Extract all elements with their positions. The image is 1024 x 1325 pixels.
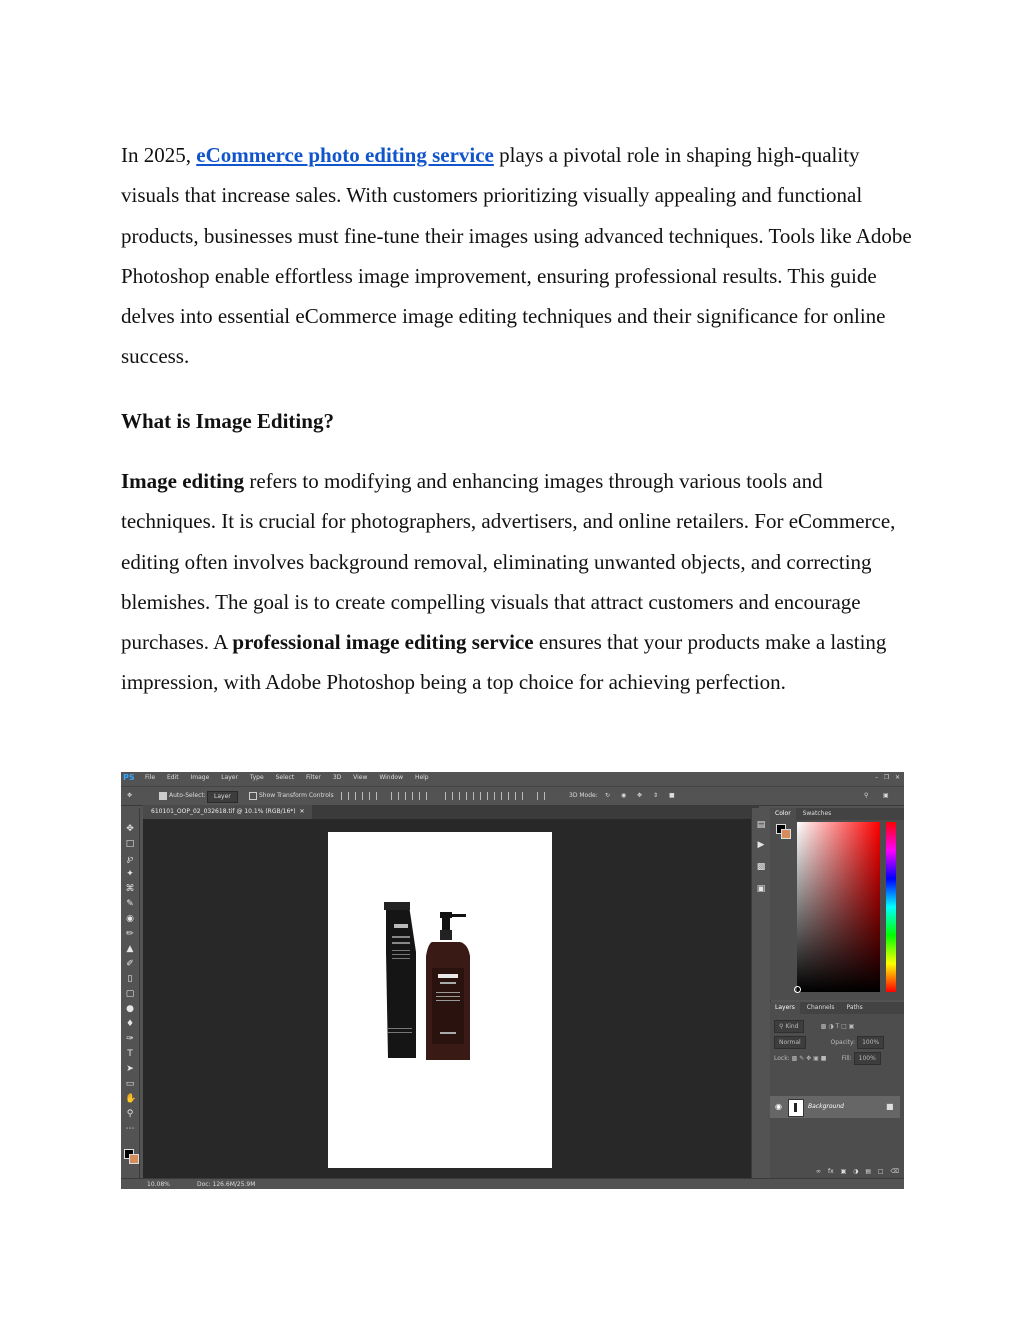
more-tools-icon[interactable]: ⋯ [125,1124,135,1134]
lasso-icon[interactable]: ℘ [126,854,134,864]
gradient-icon[interactable]: ▢ [125,989,135,999]
fill-field[interactable]: 100% [854,1052,881,1065]
eyedropper-icon[interactable]: ✎ [126,899,134,909]
filter-adjust-icon[interactable]: ◑ [828,1023,834,1030]
3d-slide-icon[interactable]: ⇕ [653,792,659,799]
filter-pixel-icon[interactable]: ▩ [820,1023,827,1030]
layer-select-value: Layer [207,791,238,803]
document-tab-bar [143,805,759,819]
3d-drag-icon[interactable]: ✥ [637,792,643,799]
move-icon[interactable]: ✥ [126,824,134,834]
color-swatches[interactable] [124,1149,138,1163]
adjustments-panel-icon[interactable]: ▩ [756,862,766,872]
filter-smart-icon[interactable]: ▣ [848,1023,855,1030]
color-picker-marker[interactable] [794,986,801,993]
distribute-left-icon[interactable] [487,792,495,800]
search-icon[interactable]: ⚲ [864,792,869,799]
ps-menu-bar [121,772,904,783]
auto-select-label: Auto-Select: [169,792,206,799]
window-controls [875,772,900,783]
tab-close-icon[interactable]: ✕ [299,808,305,815]
eye-icon[interactable]: ◉ [775,1102,782,1111]
color-panel-tabs [770,808,904,820]
align-bottom-icon[interactable] [369,792,377,800]
distribute-center-icon[interactable] [501,792,509,800]
magic-wand-icon[interactable]: ✦ [126,869,134,879]
distribute-right-icon[interactable] [515,792,523,800]
actions-panel-icon[interactable]: ▶ [757,840,765,850]
image-editing-term: Image editing [121,469,245,493]
tab-swatches[interactable]: Swatches [802,810,832,817]
workspace-icon[interactable]: ▣ [883,792,889,799]
clone-stamp-icon[interactable]: ▲ [126,944,134,954]
opacity-field[interactable]: 100% [857,1036,884,1049]
brush-icon[interactable]: ✏ [126,929,134,939]
color-picker-field[interactable] [797,822,880,992]
definition-paragraph [121,461,921,703]
distribute-bottom-icon[interactable] [473,792,481,800]
ps-options-bar [121,786,904,806]
layer-name: Background [808,1103,844,1110]
menu-image[interactable]: Image [190,774,210,781]
eraser-icon[interactable]: ▯ [127,974,133,984]
close-icon[interactable]: ✕ [894,774,900,781]
blur-icon[interactable]: ● [126,1004,134,1014]
background-color[interactable] [129,1154,139,1164]
layer-style-icon[interactable]: fx [827,1168,834,1175]
blend-mode-select[interactable]: Normal [774,1036,806,1049]
show-transform-label: Show Transform Controls [259,792,334,799]
menu-help[interactable]: Help [414,774,429,781]
layer-kind-value: Kind [785,1023,799,1030]
tab-color[interactable]: Color [770,808,796,820]
tab-paths[interactable]: Paths [846,1004,863,1011]
pen-icon[interactable]: ✑ [126,1034,134,1044]
intro-text-start: In 2025, [121,143,197,167]
link-layers-icon[interactable]: ∞ [816,1168,822,1175]
panel-icon-strip [751,808,771,1178]
history-panel-icon[interactable]: ▤ [756,820,766,830]
blend-mode-row [774,1036,900,1047]
auto-align-icon[interactable] [537,792,545,800]
menu-window[interactable]: Window [379,774,404,781]
menu-type[interactable]: Type [249,774,264,781]
layer-filter-row [774,1020,900,1031]
layers-bottom-bar [770,1166,904,1178]
layer-select-dropdown[interactable] [207,791,238,801]
auto-select-option[interactable] [159,791,206,801]
properties-panel-icon[interactable]: ▣ [756,884,766,894]
lock-row [774,1052,900,1063]
tab-channels[interactable]: Channels [806,1004,835,1011]
product-bottles-image [328,832,552,1168]
hue-slider[interactable] [886,822,896,992]
type-icon[interactable]: T [127,1049,133,1059]
layer-kind-select[interactable] [774,1020,804,1033]
ecommerce-photo-editing-link[interactable]: eCommerce photo editing service [196,143,494,167]
delete-layer-icon[interactable]: ⌫ [890,1168,899,1175]
shape-icon[interactable]: ▭ [125,1079,135,1089]
document-size: Doc: 126.6M/25.9M [197,1181,256,1188]
layer-thumbnail [788,1099,804,1117]
fill-label: Fill: [841,1055,852,1062]
section-heading: What is Image Editing? [121,409,334,433]
professional-service-term: professional image editing service [232,630,534,655]
align-left-icon[interactable] [391,792,399,800]
definition-text: refers to modifying and enhancing images through various tools and techniques. It is crucial for photographers, advertisers, and online retailers. For eCommerce, editing often involves background removal, eliminating unwanted objects, and correcting blemishes. The goal is to create compelling visuals that attract customers and encourage purchases. A [121,469,896,655]
document-tab[interactable] [143,805,312,819]
minimize-icon[interactable]: – [875,774,879,781]
align-right-icon[interactable] [419,792,427,800]
crop-icon[interactable]: ⌘ [125,884,135,894]
marquee-icon[interactable]: □ [125,839,135,849]
ps-logo: PS [123,773,135,782]
menu-filter[interactable]: Filter [306,774,321,781]
menu-layer[interactable]: Layer [221,774,238,781]
color-panel-swatches[interactable] [776,824,792,840]
tab-layers[interactable]: Layers [770,1002,800,1014]
ps-status-bar [121,1178,904,1189]
3d-mode-label: 3D Mode: [569,792,598,799]
menu-3d[interactable]: 3D [332,774,342,781]
align-center-icon[interactable] [405,792,413,800]
definition-text-end: ensures that your products make a lasting impression, with Adobe Photoshop being a top choice for achieving perfection. [121,630,887,695]
path-selection-icon[interactable]: ➤ [126,1064,134,1074]
lock-image-icon[interactable]: ✎ [799,1055,805,1062]
document-canvas[interactable] [328,832,552,1168]
3d-roll-icon[interactable]: ◉ [621,792,627,799]
show-transform-option[interactable] [249,791,334,801]
zoom-icon[interactable]: ⚲ [126,1109,134,1119]
ps-toolbar [121,808,140,1178]
photoshop-screenshot [121,772,904,1189]
color-panel [770,808,904,1000]
intro-text-rest: plays a pivotal role in shaping high-quality visuals that increase sales. With customers prioritizing visually appealing and functional products, businesses must fine-tune their images using advanced techniques. Tools like Adobe Photoshop enable effortless image improvement, ensuring professional results. This guide delves into essential eCommerce image editing techniques and their significance for online success. [121,143,912,369]
menu-edit[interactable]: Edit [166,774,179,781]
align-top-icon[interactable] [341,792,349,800]
layer-background[interactable] [770,1096,900,1118]
distribute-middle-icon[interactable] [459,792,467,800]
adjustment-layer-icon[interactable]: ◑ [853,1168,859,1175]
layers-panel [770,1002,904,1178]
lock-transparent-icon[interactable]: ▩ [791,1055,798,1062]
show-transform-checkbox[interactable] [249,792,257,800]
healing-brush-icon[interactable]: ◉ [126,914,134,924]
lock-label: Lock: [774,1055,790,1062]
opacity-label: Opacity: [830,1039,856,1046]
hand-icon[interactable]: ✋ [125,1094,137,1104]
auto-select-checkbox[interactable] [159,792,167,800]
layers-panel-tabs [770,1002,904,1014]
new-group-icon[interactable]: ▤ [865,1168,871,1175]
menu-view[interactable]: View [353,774,368,781]
color-panel-background[interactable] [781,829,791,839]
lock-all-icon[interactable]: ■ [820,1055,827,1062]
lock-position-icon[interactable]: ✥ [806,1055,812,1062]
ps-menu-items [145,773,439,782]
filter-shape-icon[interactable]: □ [841,1023,847,1030]
intro-paragraph [121,135,921,377]
document-tab-title: 610101_OOP_02_032618.tif @ 10.1% (RGB/16*) [151,808,296,815]
3d-scale-icon[interactable]: ■ [669,792,675,799]
lock-artboard-icon[interactable]: ▣ [813,1055,819,1062]
3d-rotate-icon[interactable]: ↻ [605,792,611,799]
menu-select[interactable]: Select [275,774,295,781]
dodge-icon[interactable]: ♦ [125,1019,135,1029]
distribute-top-icon[interactable] [445,792,453,800]
canvas-area[interactable] [143,819,759,1179]
align-middle-icon[interactable] [355,792,363,800]
layer-mask-icon[interactable]: ▣ [840,1168,847,1175]
filter-search-icon: ⚲ [779,1023,784,1030]
restore-icon[interactable]: ❐ [883,774,890,781]
filter-type-icon[interactable]: T [835,1023,840,1030]
history-brush-icon[interactable]: ✐ [126,959,134,969]
menu-file[interactable]: File [145,774,156,781]
new-layer-icon[interactable]: □ [877,1168,884,1175]
zoom-level[interactable]: 10.08% [147,1181,170,1188]
lock-icon: ■ [886,1102,894,1111]
move-tool-icon[interactable]: ✥ [127,792,133,799]
